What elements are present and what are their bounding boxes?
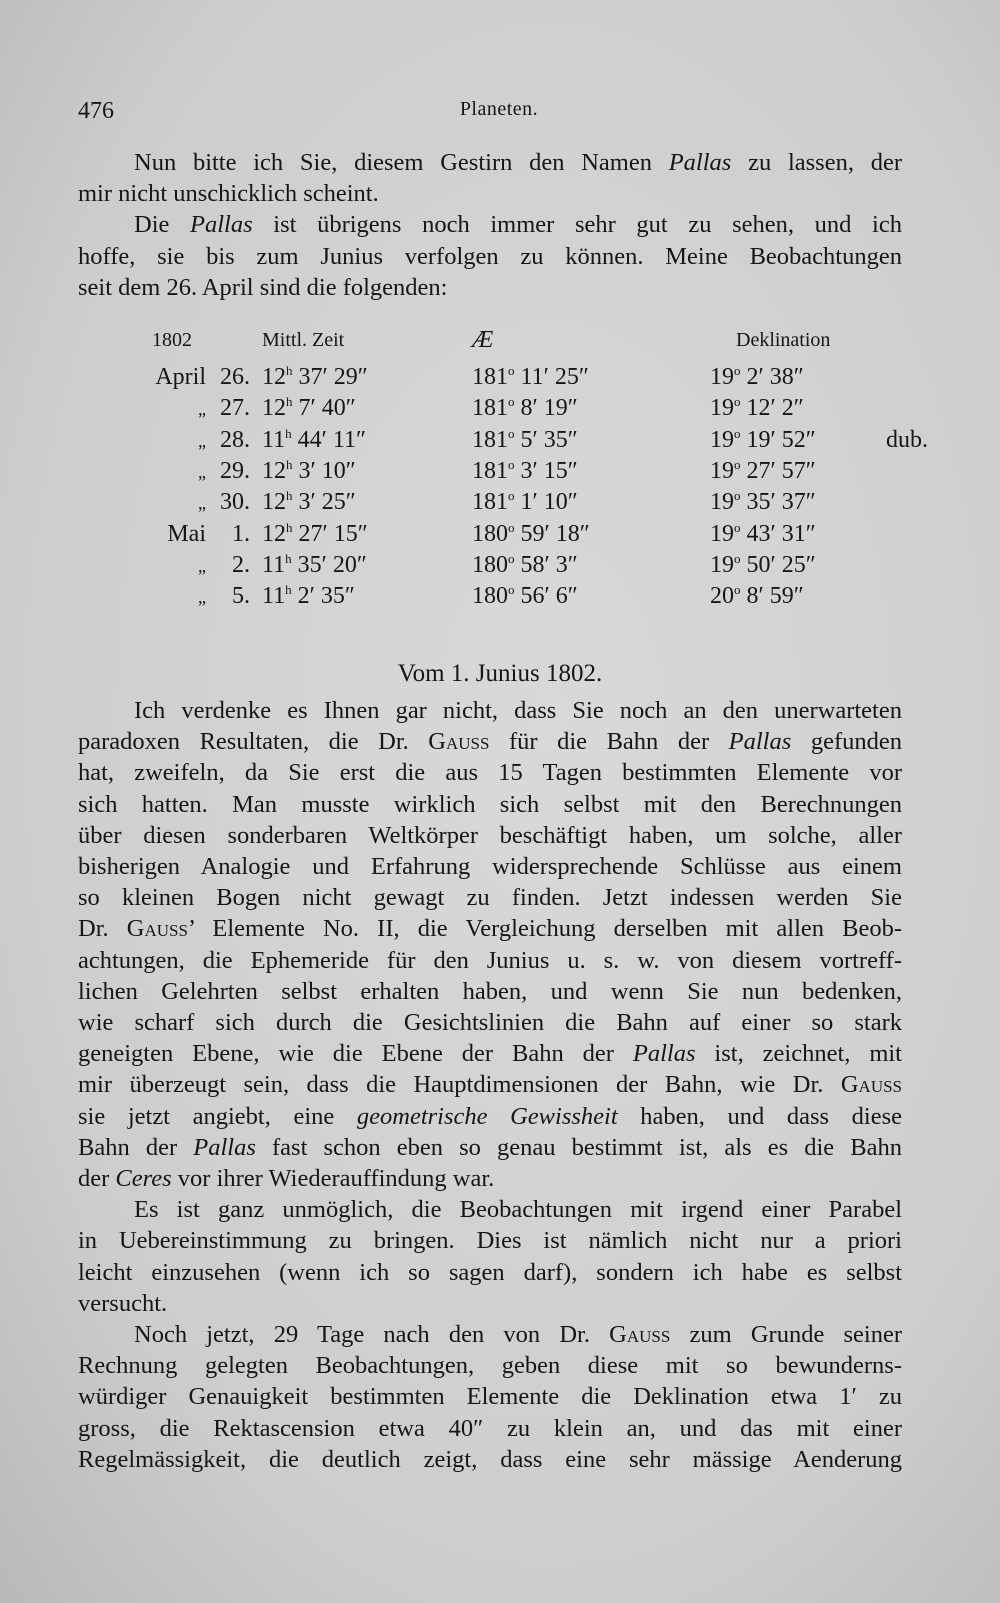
text-line: bisherigen Analogie und Erfahrung widersprechende Schlüsse aus einem — [78, 853, 902, 881]
italic-text: Pallas — [632, 1040, 696, 1068]
cell-declination: 19$^o$ 27′ 57″ — [710, 457, 816, 485]
cell-day: 2. — [232, 551, 250, 578]
cell-note — [880, 581, 946, 612]
cell-month: April — [155, 364, 206, 391]
cell-mean-time: 12$^h$ 37′ 29″ — [262, 363, 368, 391]
cell-day: 26. — [220, 364, 250, 391]
cell-right-ascension: 181$^o$ 3′ 15″ — [472, 457, 578, 485]
observations-table — [118, 327, 946, 612]
cell-mean-time: 12$^h$ 27′ 15″ — [262, 519, 368, 547]
cell-mean-time: 11$^h$ 44′ 11″ — [262, 425, 366, 453]
cell-note — [880, 393, 946, 424]
cell-right-ascension: 181$^o$ 1′ 10″ — [472, 488, 578, 516]
intro-paragraphs — [78, 147, 902, 303]
table-row — [118, 393, 946, 424]
cell-note — [880, 518, 946, 549]
col-header-right-ascension: Æ — [472, 327, 494, 353]
italic-text: Ceres — [115, 1165, 172, 1193]
italic-text: Pallas — [193, 1133, 256, 1161]
cell-declination: 19$^o$ 2′ 38″ — [710, 363, 804, 391]
text-line: Dr. Gauss’ Elemente No. II, die Vergleichung derselben mit allen Beob- — [78, 915, 903, 943]
text-line: so kleinen Bogen nicht gewagt zu finden. Jetzt indessen werden Sie — [78, 884, 902, 912]
col-header-declination: Deklination — [736, 329, 831, 351]
text-line: würdiger Genauigkeit bestimmten Elemente die Deklination etwa 1′ zu — [78, 1383, 902, 1411]
cell-declination: 19$^o$ 19′ 52″ — [710, 425, 816, 453]
table-row — [118, 362, 946, 393]
cell-declination: 19$^o$ 12′ 2″ — [710, 394, 804, 422]
italic-text: geometrische Gewissheit — [356, 1102, 618, 1130]
small-caps-name: Gauss — [428, 728, 490, 756]
cell-declination: 19$^o$ 43′ 31″ — [710, 519, 816, 547]
running-title: Planeten. — [459, 98, 539, 120]
text-line: lichen Gelehrten selbst erhalten haben, und wenn Sie nun bedenken, — [78, 977, 902, 1005]
italic-text: Pallas — [668, 149, 732, 176]
cell-month: „ — [198, 493, 206, 514]
cell-right-ascension: 181$^o$ 11′ 25″ — [472, 363, 589, 391]
text-line: über diesen sonderbaren Weltkörper beschäftigt haben, um solche, aller — [78, 821, 902, 849]
cell-mean-time: 12$^h$ 3′ 25″ — [262, 488, 356, 516]
cell-right-ascension: 180$^o$ 56′ 6″ — [472, 582, 578, 610]
table-header-row — [118, 327, 946, 362]
table-row — [118, 550, 946, 581]
table-row — [118, 456, 946, 487]
cell-note — [880, 550, 946, 581]
cell-day: 1. — [232, 520, 250, 547]
cell-mean-time: 11$^h$ 35′ 20″ — [262, 550, 367, 578]
text-line: in Uebereinstimmung zu bringen. Dies ist nämlich nicht nur a priori — [78, 1227, 902, 1255]
text-line: Die Pallas ist übrigens noch immer sehr gut zu sehen, und ich — [134, 211, 902, 239]
page-number: 476 — [78, 98, 114, 124]
table-row — [118, 518, 946, 549]
cell-note — [880, 362, 946, 393]
text-line: hoffe, sie bis zum Junius verfolgen zu können. Meine Beobachtungen — [78, 242, 902, 270]
italic-text: Pallas — [728, 728, 792, 756]
text-line: geneigten Ebene, wie die Ebene der Bahn der Pallas ist, zeichnet, mit — [78, 1040, 902, 1068]
text-line: gross, die Rektascension etwa 40″ zu klein an, und das mit einer — [78, 1414, 902, 1442]
italic-text: Pallas — [190, 211, 253, 239]
cell-declination: 19$^o$ 50′ 25″ — [710, 550, 816, 578]
text-line: Nun bitte ich Sie, diesem Gestirn den Namen Pallas zu lassen, der — [134, 149, 902, 176]
cell-right-ascension: 181$^o$ 5′ 35″ — [472, 425, 578, 453]
cell-month: „ — [198, 587, 206, 608]
cell-month: Mai — [167, 520, 206, 547]
cell-month: „ — [198, 430, 206, 451]
text-line: hat, zweifeln, da Sie erst die aus 15 Tagen bestimmten Elemente vor — [78, 759, 902, 787]
cell-right-ascension: 180$^o$ 59′ 18″ — [472, 519, 590, 547]
cell-mean-time: 11$^h$ 2′ 35″ — [262, 582, 355, 610]
section-heading: Vom 1. Junius 1802. — [397, 660, 603, 687]
text-line: sich hatten. Man musste wirklich sich selbst mit den Berechnungen — [78, 790, 902, 818]
table-row — [118, 487, 946, 518]
text-line: der Ceres vor ihrer Wiederauffindung war. — [78, 1165, 495, 1193]
cell-declination: 20$^o$ 8′ 59″ — [710, 582, 804, 610]
cell-right-ascension: 181$^o$ 8′ 19″ — [472, 394, 578, 422]
table-row — [118, 425, 946, 456]
cell-day: 29. — [220, 458, 250, 485]
cell-month: „ — [198, 462, 206, 483]
text-line: Rechnung gelegten Beobachtungen, geben diese mit so bewunderns- — [78, 1352, 902, 1380]
text-line: mir nicht unschicklich scheint. — [78, 180, 379, 208]
text-line: Bahn der Pallas fast schon eben so genau bestimmt ist, als es die Bahn — [78, 1133, 902, 1161]
letter-body — [78, 695, 902, 1475]
text-line: seit dem 26. April sind die folgenden: — [78, 273, 448, 301]
cell-note — [880, 456, 946, 487]
small-caps-name: Gauss — [609, 1321, 671, 1349]
page-header — [78, 98, 920, 128]
cell-mean-time: 12$^h$ 3′ 10″ — [262, 457, 356, 485]
text-line: versucht. — [78, 1289, 168, 1317]
cell-day: 27. — [220, 395, 250, 422]
cell-right-ascension: 180$^o$ 58′ 3″ — [472, 550, 578, 578]
text-line: Noch jetzt, 29 Tage nach den von Dr. Gauss zum Grunde seiner — [134, 1321, 903, 1349]
col-header-year: 1802 — [152, 329, 192, 351]
cell-month: „ — [198, 399, 206, 420]
text-line: Ich verdenke es Ihnen gar nicht, dass Sie noch an den unerwarteten — [134, 697, 902, 724]
cell-note: dub. — [886, 426, 928, 453]
cell-mean-time: 12$^h$ 7′ 40″ — [262, 394, 356, 422]
cell-day: 30. — [220, 489, 250, 516]
text-line: sie jetzt angiebt, eine geometrische Gewissheit haben, und dass diese — [78, 1102, 902, 1130]
text-line: leicht einzusehen (wenn ich so sagen darf), sondern ich habe es selbst — [78, 1258, 902, 1286]
small-caps-name: Gauss — [126, 915, 188, 943]
text-line: Regelmässigkeit, die deutlich zeigt, dass eine sehr mässige Aenderung — [78, 1445, 902, 1473]
table-row — [118, 581, 946, 612]
cell-declination: 19$^o$ 35′ 37″ — [710, 488, 816, 516]
text-line: Es ist ganz unmöglich, die Beobachtungen mit irgend einer Parabel — [134, 1196, 902, 1224]
cell-day: 28. — [220, 426, 250, 453]
text-line: mir überzeugt sein, dass die Hauptdimensionen der Bahn, wie Dr. Gauss — [78, 1071, 902, 1099]
cell-month: „ — [198, 555, 206, 576]
text-line: achtungen, die Ephemeride für den Junius u. s. w. von diesem vortreff- — [78, 946, 902, 974]
cell-day: 5. — [232, 583, 250, 610]
cell-note — [880, 487, 946, 518]
text-line: wie scharf sich durch die Gesichtslinien die Bahn auf einer so stark — [78, 1009, 902, 1037]
col-header-mean-time: Mittl. Zeit — [262, 329, 345, 351]
text-line: paradoxen Resultaten, die Dr. Gauss für die Bahn der Pallas gefunden — [78, 728, 902, 756]
small-caps-name: Gauss — [840, 1071, 902, 1099]
